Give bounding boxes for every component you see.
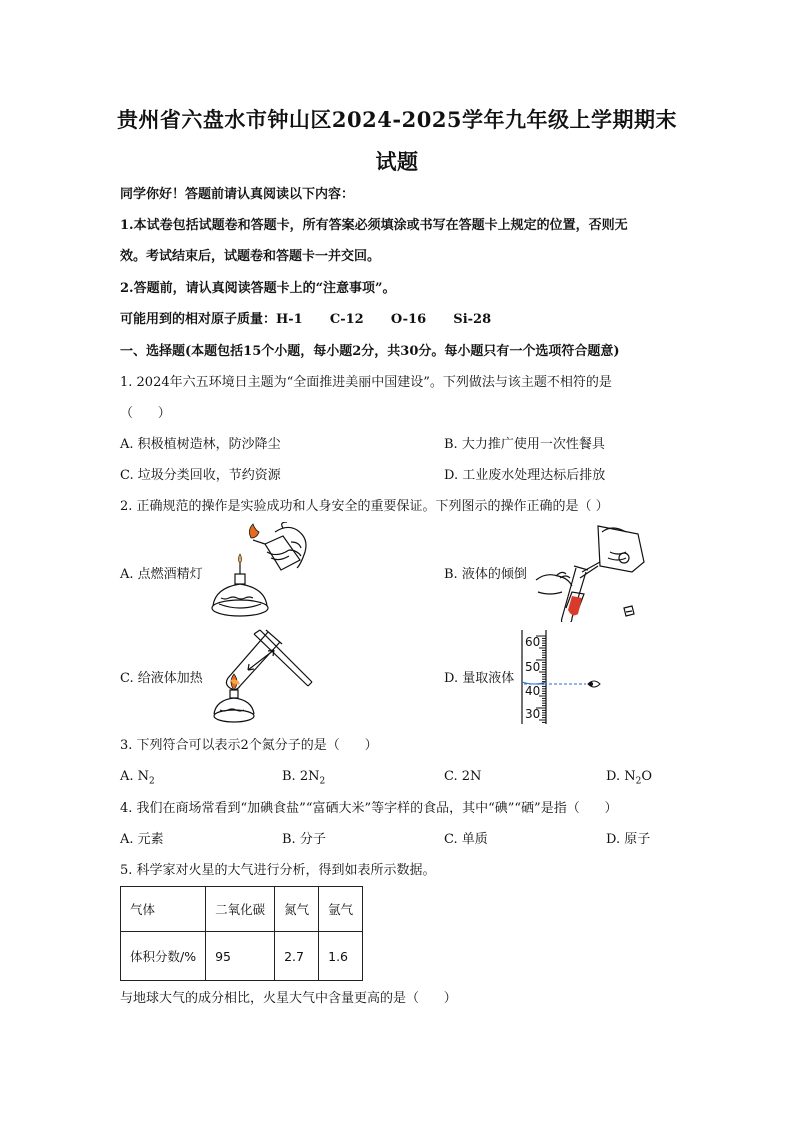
q2-stem: 2. 正确规范的操作是实验成功和人身安全的重要保证。下列图示的操作正确的是（ ） [120,499,609,514]
intro-note1: 1.本试卷包括试题卷和答题卡，所有答案必须填涂或书写在答题卡上规定的位置，否则无 [120,218,628,233]
q3-stem: 3. 下列符合可以表示2个氮分子的是（ ） [120,738,378,753]
flame-icon [249,524,259,538]
tick-label: 50 [525,660,541,674]
table-cell: 气体 [121,887,206,932]
heating-liquid-figure [208,628,318,728]
page-title-line2: 试题 [375,149,419,174]
table-row [121,887,363,932]
q1-option-a[interactable]: A. 积极植树造林，防沙降尘 [120,437,281,452]
q2-option-b[interactable]: B. 液体的倾倒 [444,567,527,582]
q3-option-c[interactable]: C. 2N [444,769,482,784]
q3-d-suffix: O [641,769,653,784]
mars-atmosphere-table [120,886,363,981]
measuring-cylinder-figure [518,628,608,728]
q4-option-b[interactable]: B. 分子 [282,832,326,847]
page-title: 贵州省六盘水市钟山区2024-2025学年九年级上学期期末 [116,107,678,132]
lighting-lamp-figure [205,522,320,622]
q4-option-a[interactable]: A. 元素 [120,832,164,847]
q4-option-c[interactable]: C. 单质 [444,832,488,847]
table-cell: 体积分数/% [121,932,206,981]
tick-label: 40 [525,684,541,698]
atomic-masses: 可能用到的相对原子质量：H-1 C-12 O-16 Si-28 [120,312,492,327]
q1-stem: 1. 2024年六五环境日主题为“全面推进美丽中国建设”。下列做法与该主题不相符的是 [120,375,612,390]
q3-d-sub: 2 [635,776,642,787]
intro-note1-cont: 效。考试结束后，试题卷和答题卡一并交回。 [120,249,381,264]
table-cell: 二氧化碳 [206,887,275,932]
q3-a-text: A. N [120,769,150,784]
tick-label: 60 [525,635,541,649]
q3-option-b[interactable] [282,768,325,791]
q1-stem-bracket: （ ） [120,406,171,421]
intro-note2: 2.答题前，请认真阅读答题卡上的“注意事项”。 [120,281,396,296]
intro-greeting: 同学你好！答题前请认真阅读以下内容： [120,187,355,202]
q3-b-text: B. 2N [282,769,320,784]
table-cell: 氮气 [275,887,319,932]
table-row [121,932,363,981]
q4-stem: 4. 我们在商场常看到“加碘食盐”“富硒大米”等字样的食品，其中“碘”“硒”是指（ ） [120,801,618,816]
q1-option-d[interactable]: D. 工业废水处理达标后排放 [444,468,606,483]
q1-option-c[interactable]: C. 垃圾分类回收，节约资源 [120,468,281,483]
tick-label: 30 [525,707,541,721]
section-heading: 一、选择题(本题包括15个小题，每小题2分，共30分。每小题只有一个选项符合题意) [120,344,620,359]
eye-icon [588,681,600,687]
q4-option-d[interactable]: D. 原子 [606,832,651,847]
table-cell: 1.6 [319,932,363,981]
q3-option-a[interactable] [120,768,155,791]
q5-followup: 与地球大气的成分相比，火星大气中含量更高的是（ ） [120,991,457,1006]
q3-a-sub: 2 [149,776,155,787]
q1-option-b[interactable]: B. 大力推广使用一次性餐具 [444,437,605,452]
q2-option-d[interactable]: D. 量取液体 [444,671,515,686]
q5-stem: 5. 科学家对火星的大气进行分析，得到如表所示数据。 [120,863,436,878]
pouring-liquid-figure [528,522,648,622]
q2-option-c[interactable]: C. 给液体加热 [120,671,203,686]
table-cell: 2.7 [275,932,319,981]
q2-option-a[interactable]: A. 点燃酒精灯 [120,567,203,582]
q3-b-sub: 2 [319,776,326,787]
table-cell: 氩气 [319,887,363,932]
q3-d-text: D. N [606,769,636,784]
table-cell: 95 [206,932,275,981]
q3-option-d[interactable] [606,768,652,791]
